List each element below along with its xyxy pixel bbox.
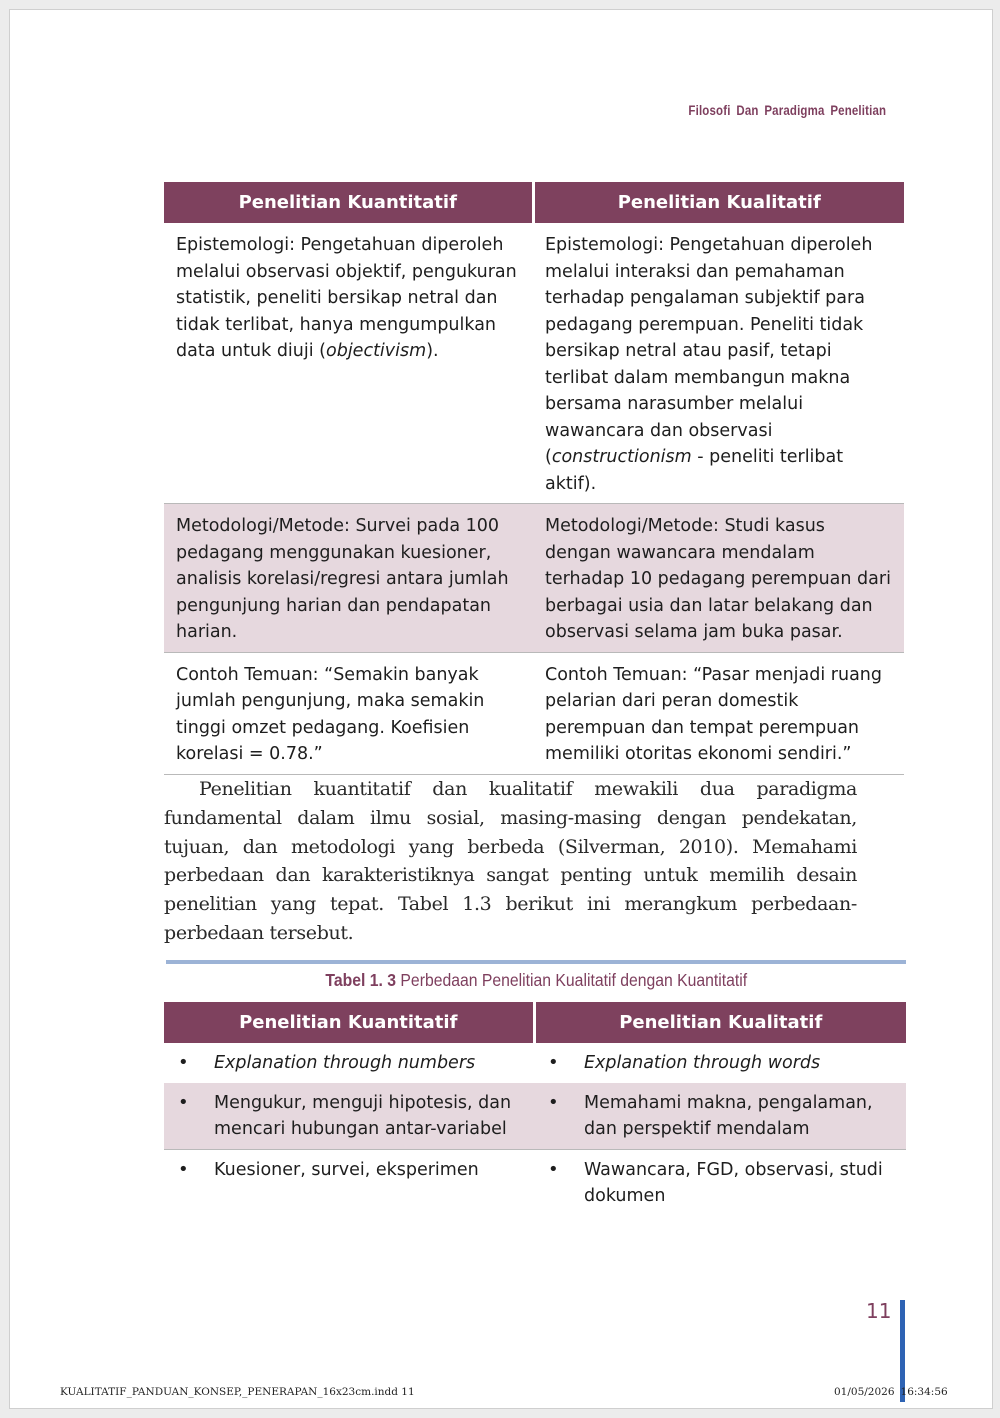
caption-rule [166, 960, 906, 964]
slug-time: 16:34:56 [900, 1386, 948, 1398]
bullet-icon: • [178, 1158, 189, 1180]
table-row-epistemology [164, 223, 904, 504]
table-cell: • Explanation through words [534, 1043, 906, 1083]
comparison-table-summary [164, 1002, 906, 1216]
slug-timestamp [834, 1386, 948, 1398]
table-cell: Contoh Temuan: “Pasar menjadi ruang pelarian dari peran domestik perempuan dan tempat perempuan memiliki otoritas ekonomi sendiri.” [533, 652, 904, 774]
table-cell: • Memahami makna, pengalaman, dan perspektif mendalam [534, 1083, 906, 1150]
slug-date: 01/05/2026 [834, 1386, 895, 1398]
table-cell: • Mengukur, menguji hipotesis, dan mencari hubungan antar-variabel [164, 1083, 534, 1150]
table-row-methodology [164, 504, 904, 653]
table-cell: Epistemologi: Pengetahuan diperoleh melalui interaksi dan pemahaman terhadap pengalaman subjektif para pedagang perempuan. Peneliti tidak bersikap netral atau pasif, tetapi terlibat dalam membangun makna bersama narasumber melalui wawancara dan observasi (constructionism - peneliti terlibat aktif). [533, 223, 904, 504]
caption-label: Tabel 1. 3 [325, 970, 396, 990]
table-row-findings [164, 652, 904, 774]
table-caption [166, 970, 906, 991]
document-page [9, 9, 993, 1409]
table-row [164, 1149, 906, 1216]
bullet-icon: • [178, 1052, 189, 1073]
table-row [164, 1083, 906, 1150]
bullet-icon: • [178, 1091, 189, 1113]
bullet-icon: • [548, 1052, 559, 1073]
caption-text: Perbedaan Penelitian Kualitatif dengan Kuantitatif [395, 970, 747, 990]
table-cell: • Kuesioner, survei, eksperimen [164, 1149, 534, 1216]
comparison-table-paradigm [164, 182, 904, 775]
column-header-quantitative: Penelitian Kuantitatif [164, 182, 533, 223]
table-cell: Metodologi/Metode: Survei pada 100 pedagang menggunakan kuesioner, analisis korelasi/regresi antara jumlah pengunjung harian dan pendapatan harian. [164, 504, 533, 653]
table-cell: Epistemologi: Pengetahuan diperoleh melalui observasi objektif, pengukuran statistik, peneliti bersikap netral dan tidak terlibat, hanya mengumpulkan data untuk diuji (objectivism). [164, 223, 533, 504]
column-header-qualitative: Penelitian Kualitatif [534, 1002, 906, 1043]
page-number: 11 [866, 1299, 892, 1323]
table-header-row [164, 182, 904, 223]
column-header-qualitative: Penelitian Kualitatif [533, 182, 904, 223]
table-cell: Metodologi/Metode: Studi kasus dengan wawancara mendalam terhadap 10 pedagang perempuan dari berbagai usia dan latar belakang dan observasi selama jam buka pasar. [533, 504, 904, 653]
table-cell: • Wawancara, FGD, observasi, studi dokumen [534, 1149, 906, 1216]
table-cell: Contoh Temuan: “Semakin banyak jumlah pengunjung, maka semakin tinggi omzet pedagang. Koefisien korelasi = 0.78.” [164, 652, 533, 774]
bullet-icon: • [548, 1091, 559, 1113]
running-head: Filosofi Dan Paradigma Penelitian [688, 102, 886, 118]
table-cell: • Explanation through numbers [164, 1043, 534, 1083]
column-header-quantitative: Penelitian Kuantitatif [164, 1002, 534, 1043]
body-paragraph: Penelitian kuantitatif dan kualitatif mewakili dua paradigma fundamental dalam ilmu sosial, masing-masing dengan pendekatan, tujuan, dan metodologi yang berbeda (Silverman, 2010). Memahami perbedaan dan karakteristiknya sangat penting untuk memilih desain penelitian yang tepat. Tabel 1.3 berikut ini merangkum perbedaan-perbedaan tersebut. [164, 778, 857, 944]
table-header-row [164, 1002, 906, 1043]
table-row [164, 1043, 906, 1083]
slug-filename: KUALITATIF_PANDUAN_KONSEP,_PENERAPAN_16x23cm.indd 11 [60, 1386, 415, 1398]
bullet-icon: • [548, 1158, 559, 1180]
